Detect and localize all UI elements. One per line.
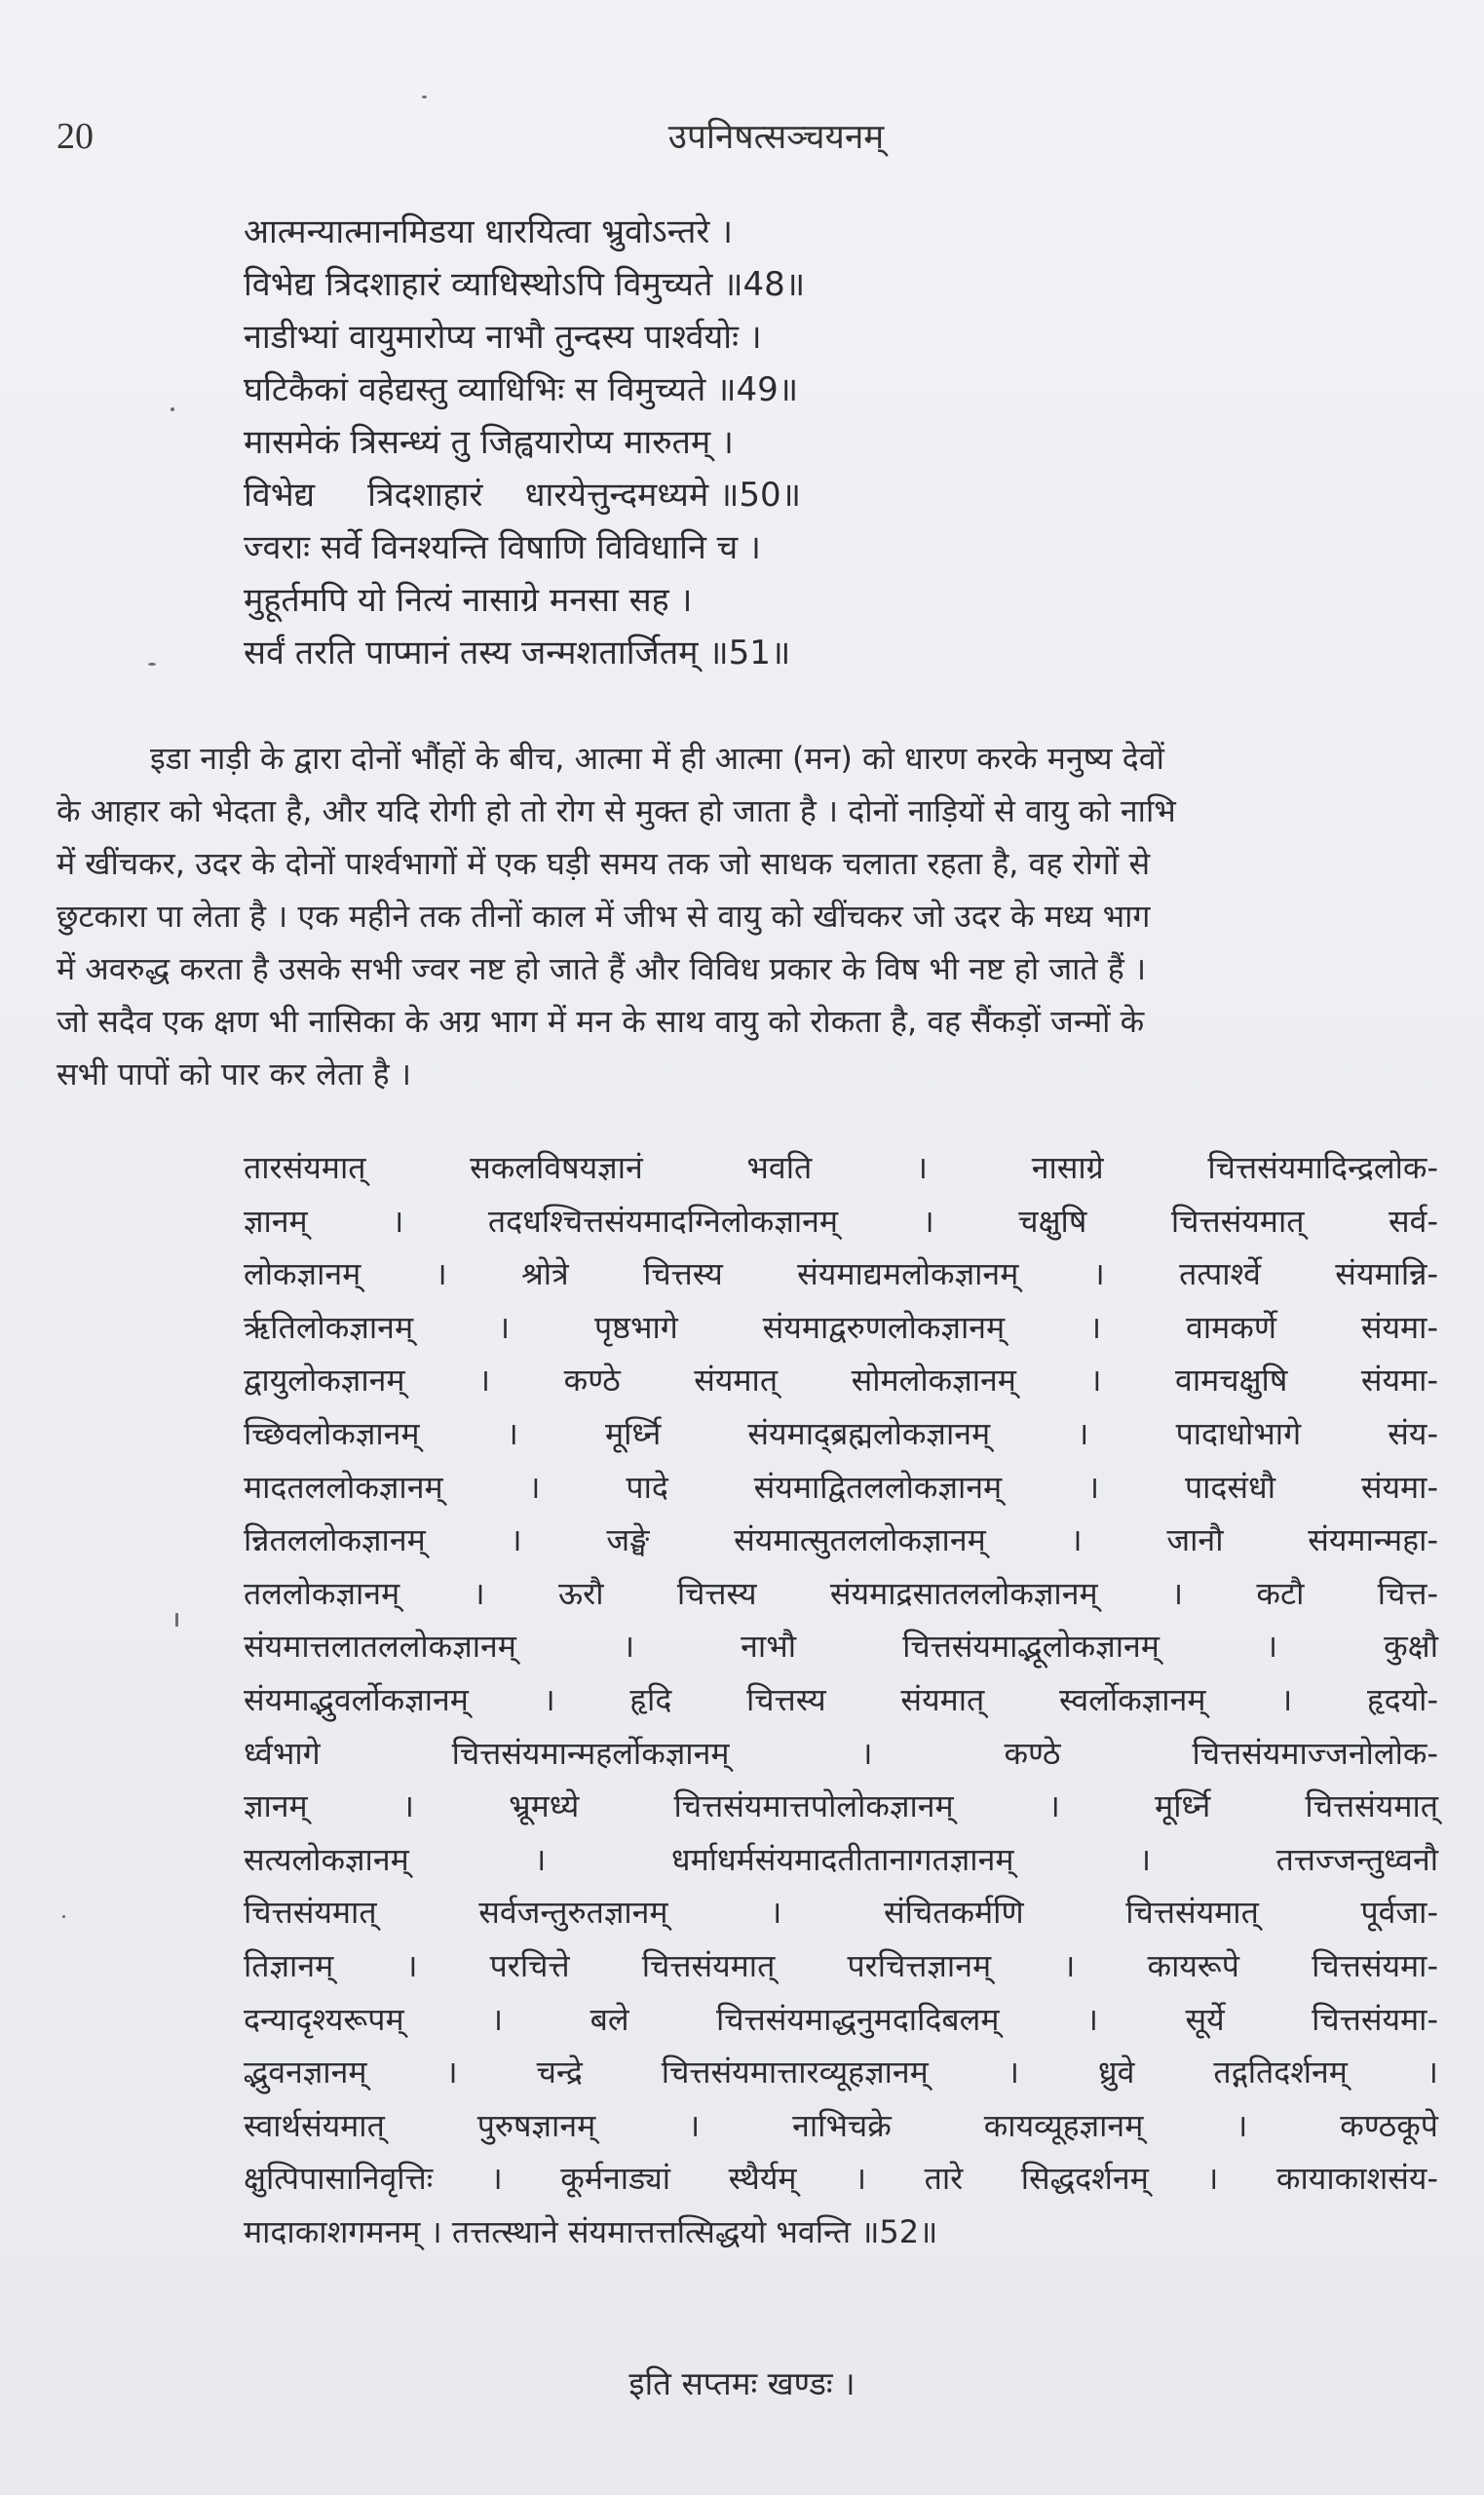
hindi-translation bbox=[57, 732, 1438, 1100]
verse-line: घटिकैकां वहेद्यस्तु व्याधिभिः स विमुच्यते ॥49॥ bbox=[244, 370, 799, 409]
prose-line: ज्ञानम् । भ्रूमध्ये चित्तसंयमात्तपोलोकज्ञानम् । मूर्ध्नि चित्तसंयमात् bbox=[244, 1787, 1438, 1825]
translation-line: छुटकारा पा लेता है । एक महीने तक तीनों काल में जीभ से वायु को खींचकर जो उदर के मध्य भाग bbox=[57, 898, 1151, 935]
translation-line: सभी पापों को पार कर लेता है । bbox=[57, 1056, 411, 1093]
verse-line: विभेद्य त्रिदशाहारं धारयेत्तुन्दमध्यमे ॥50॥ bbox=[244, 476, 801, 515]
prose-line: क्षुत्पिपासानिवृत्तिः । कूर्मनाड्यां स्थैर्यम् । तारे सिद्धदर्शनम् । कायाकाशसंय- bbox=[244, 2160, 1438, 2198]
prose-line: तारसंयमात् सकलविषयज्ञानं भवति । नासाग्रे चित्तसंयमादिन्द्रलोक- bbox=[244, 1149, 1438, 1186]
prose-line: ज्ञानम् । तदधश्चित्तसंयमादग्निलोकज्ञानम् । चक्षुषि चित्तसंयमात् सर्व- bbox=[244, 1202, 1438, 1240]
verse-line: ज्वराः सर्वे विनश्यन्ति विषाणि विविधानि च । bbox=[244, 528, 761, 567]
prose-line: तललोकज्ञानम् । ऊरौ चित्तस्य संयमाद्रसातललोकज्ञानम् । कटौ चित्त- bbox=[244, 1574, 1438, 1612]
translation-line: जो सदैव एक क्षण भी नासिका के अग्र भाग में मन के साथ वायु को रोकता है, वह सैंकड़ों जन्मों के bbox=[57, 1003, 1145, 1040]
translation-line: इडा नाड़ी के द्वारा दोनों भौंहों के बीच, आत्मा में ही आत्मा (मन) को धारण करके मनुष्य देवों bbox=[150, 740, 1164, 777]
prose-line: लोकज्ञानम् । श्रोत्रे चित्तस्य संयमाद्यमलोकज्ञानम् । तत्पार्श्वे संयमान्नि- bbox=[244, 1255, 1438, 1293]
prose-line: र्ध्वभागे चित्तसंयमान्महर्लोकज्ञानम् । कण्ठे चित्तसंयमाज्जनोलोक- bbox=[244, 1734, 1438, 1772]
paper-speck bbox=[148, 663, 156, 666]
prose-line: तिज्ञानम् । परचित्ते चित्तसंयमात् परचित्तज्ञानम् । कायरूपे चित्तसंयमा- bbox=[244, 1946, 1438, 1984]
prose-line: र्ऋतिलोकज्ञानम् । पृष्ठभागे संयमाद्वरुणलोकज्ञानम् । वामकर्णे संयमा- bbox=[244, 1308, 1438, 1346]
paper-speck bbox=[62, 1915, 65, 1918]
prose-line: मादाकाशगमनम् । तत्तत्स्थाने संयमात्तत्तत्सिद्धयो भवन्ति ॥52॥ bbox=[244, 2212, 938, 2250]
translation-line: में अवरुद्ध करता है उसके सभी ज्वर नष्ट हो जाते हैं और विविध प्रकार के विष भी नष्ट हो जाते हैं । bbox=[57, 950, 1147, 987]
translation-line: में खींचकर, उदर के दोनों पार्श्वभागों में एक घड़ी समय तक जो साधक चलाता रहता है, वह रोगों से bbox=[57, 845, 1151, 882]
prose-line: चित्तसंयमात् सर्वजन्तुरुतज्ञानम् । संचितकर्मणि चित्तसंयमात् पूर्वजा- bbox=[244, 1894, 1438, 1932]
prose-line: संयमाद्भुवर्लोकज्ञानम् । हृदि चित्तस्य संयमात् स्वर्लोकज्ञानम् । हृदयो- bbox=[244, 1680, 1438, 1718]
translation-line: के आहार को भेदता है, और यदि रोगी हो तो रोग से मुक्त हो जाता है । दोनों नाड़ियों से वायु को नाभि bbox=[57, 792, 1176, 829]
prose-line: स्वार्थसंयमात् पुरुषज्ञानम् । नाभिचक्रे कायव्यूहज्ञानम् । कण्ठकूपे bbox=[244, 2106, 1438, 2144]
prose-line: सत्यलोकज्ञानम् । धर्माधर्मसंयमादतीतानागतज्ञानम् । तत्तज्जन्तुध्वनौ bbox=[244, 1840, 1438, 1878]
prose-line: दन्यादृश्यरूपम् । बले चित्तसंयमाद्धनुमदादिबलम् । सूर्ये चित्तसंयमा- bbox=[244, 2000, 1438, 2038]
paper-speck bbox=[422, 96, 427, 98]
prose-line: द्भुवनज्ञानम् । चन्द्रे चित्तसंयमात्तारव्यूहज्ञानम् । ध्रुवे तद्गतिदर्शनम् । bbox=[244, 2054, 1438, 2092]
prose-line: न्नितललोकज्ञानम् । जङ्घे संयमात्सुतललोकज्ञानम् । जानौ संयमान्महा- bbox=[244, 1521, 1438, 1559]
prose-line: च्छिवलोकज्ञानम् । मूर्ध्नि संयमाद्ब्रह्मलोकज्ञानम् । पादाधोभागे संय- bbox=[244, 1414, 1438, 1452]
sanskrit-prose-block bbox=[244, 1141, 1438, 2258]
paper-speck bbox=[175, 1613, 178, 1627]
paper-speck bbox=[171, 407, 174, 411]
verse-line: आत्मन्यात्मानमिडया धारयित्वा भ्रुवोऽन्तरे । bbox=[244, 212, 734, 251]
section-colophon: इति सप्तमः खण्डः । bbox=[628, 2364, 856, 2402]
page-number: 20 bbox=[57, 116, 94, 157]
verse-line: सर्वं तरति पाप्मानं तस्य जन्मशतार्जितम् ॥51॥ bbox=[244, 633, 791, 672]
verse-line: मुहूर्तमपि यो नित्यं नासाग्रे मनसा सह । bbox=[244, 581, 693, 620]
prose-line: द्वायुलोकज्ञानम् । कण्ठे संयमात् सोमलोकज्ञानम् । वामचक्षुषि संयमा- bbox=[244, 1362, 1438, 1400]
verse-line: विभेद्य त्रिदशाहारं व्याधिस्थोऽपि विमुच्यते ॥48॥ bbox=[244, 265, 806, 304]
verse-line: मासमेकं त्रिसन्ध्यं तु जिह्वयारोप्य मारुतम् । bbox=[244, 423, 734, 462]
verse-block bbox=[244, 206, 1364, 679]
prose-line: संयमात्तलातललोकज्ञानम् । नाभौ चित्तसंयमाद्भूलोकज्ञानम् । कुक्षौ bbox=[244, 1628, 1438, 1666]
verse-line: नाडीभ्यां वायुमारोप्य नाभौ तुन्दस्य पार्श्वयोः । bbox=[244, 318, 762, 357]
running-title: उपनिषत्सञ्चयनम् bbox=[667, 118, 885, 157]
prose-line: मादतललोकज्ञानम् । पादे संयमाद्वितललोकज्ञानम् । पादसंधौ संयमा- bbox=[244, 1468, 1438, 1506]
